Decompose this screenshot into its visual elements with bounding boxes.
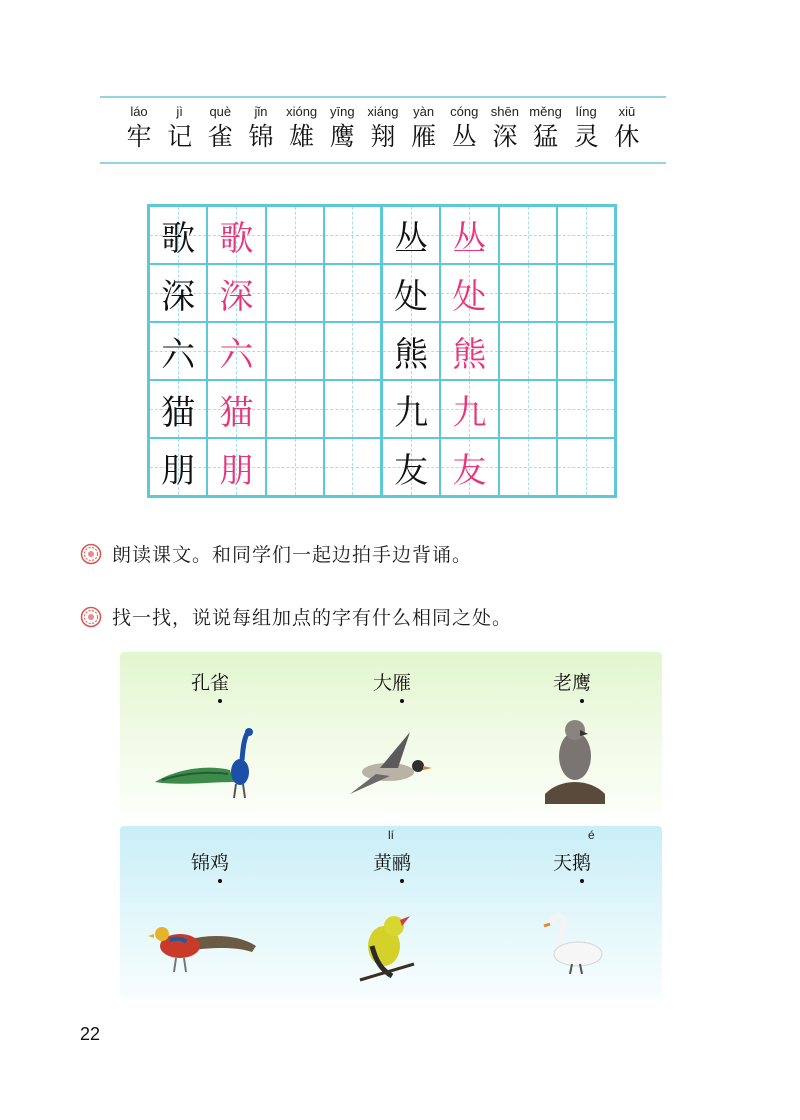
grid-cell-empty (324, 206, 382, 264)
grid-cell-model (382, 438, 440, 496)
vocab-pinyin: xiáng (367, 104, 399, 119)
vocab-hanzi: 雄 (289, 122, 315, 151)
bird-label: 大雁 (312, 668, 472, 695)
vocab-item (608, 98, 646, 162)
grid-cell-empty (557, 264, 615, 322)
vocab-item (527, 98, 565, 162)
bird-card-peacock (130, 652, 290, 812)
instruction-2 (80, 603, 512, 630)
bird-panel-row-1 (120, 652, 662, 812)
instruction-1 (80, 540, 472, 567)
trace-char: 歌 (219, 218, 254, 259)
seal-bullet-icon (80, 543, 102, 565)
vocab-pinyin: jì (176, 104, 183, 119)
vocab-hanzi: 休 (614, 122, 640, 151)
grid-cell-empty (557, 206, 615, 264)
grid-cell-empty (499, 380, 557, 438)
vocab-hanzi: 灵 (573, 122, 599, 151)
seal-bullet-icon (80, 606, 102, 628)
golden-pheasant-image (148, 912, 258, 982)
bird-card-eagle (492, 652, 652, 812)
grid-cell-model (382, 322, 440, 380)
vocabulary-strip (100, 96, 666, 164)
bird-label: 锦鸡 (130, 848, 290, 875)
instruction-text: 找一找，说说每组加点的字有什么相同之处。 (112, 607, 513, 629)
vocab-item (445, 98, 483, 162)
model-char: 深 (161, 276, 196, 317)
vocab-hanzi: 记 (167, 122, 193, 151)
vocab-pinyin: yàn (413, 104, 435, 119)
vocab-item (201, 98, 239, 162)
vocab-pinyin: jǐn (254, 104, 268, 119)
trace-char: 处 (452, 276, 487, 317)
vocab-pinyin: xiū (618, 104, 636, 119)
vocab-hanzi: 雀 (207, 122, 233, 151)
vocab-item (161, 98, 199, 162)
vocab-item (120, 98, 158, 162)
grid-cell-model (149, 380, 207, 438)
vocab-pinyin: líng (575, 104, 597, 119)
trace-char: 丛 (452, 218, 487, 259)
grid-cell-empty (499, 206, 557, 264)
model-char: 丛 (394, 218, 429, 259)
trace-char: 友 (452, 450, 487, 491)
vocab-hanzi: 丛 (451, 122, 477, 151)
model-char: 六 (161, 334, 196, 375)
grid-cell-trace (440, 264, 498, 322)
vocab-pinyin: láo (130, 104, 148, 119)
grid-cell-empty (557, 438, 615, 496)
model-char: 朋 (161, 450, 196, 491)
grid-cell-empty (266, 322, 324, 380)
vocab-pinyin: xióng (286, 104, 318, 119)
vocab-hanzi: 雁 (411, 122, 437, 151)
grid-cell-trace (440, 322, 498, 380)
oriole-image (352, 906, 422, 986)
trace-char: 朋 (219, 450, 254, 491)
bird-label: 孔雀 (130, 668, 290, 695)
bird-label: 黄鹂 (312, 848, 472, 875)
grid-cell-model (149, 322, 207, 380)
model-char: 处 (394, 276, 429, 317)
vocab-hanzi: 鹰 (329, 122, 355, 151)
oriole-pinyin: lí (388, 828, 394, 842)
bird-card-swan (492, 826, 652, 998)
vocab-hanzi: 牢 (126, 122, 152, 151)
grid-cell-empty (499, 264, 557, 322)
writing-grid (147, 204, 617, 498)
vocab-item (567, 98, 605, 162)
grid-cell-trace (207, 264, 265, 322)
trace-char: 九 (452, 392, 487, 433)
grid-cell-trace (207, 438, 265, 496)
bird-card-oriole (312, 826, 472, 998)
swan-pinyin: é (588, 828, 595, 842)
grid-cell-model (382, 264, 440, 322)
vocab-pinyin: yīng (329, 104, 355, 119)
grid-cell-empty (499, 438, 557, 496)
grid-cell-trace (207, 322, 265, 380)
grid-cell-empty (266, 206, 324, 264)
model-char: 熊 (394, 334, 429, 375)
grid-cell-trace (440, 380, 498, 438)
bird-panel-row-2 (120, 826, 662, 998)
bird-card-wild-goose (312, 652, 472, 812)
swan-image (542, 906, 612, 976)
vocab-hanzi: 翔 (370, 122, 396, 151)
trace-char: 深 (219, 276, 254, 317)
wild-goose-image (340, 724, 440, 804)
grid-cell-model (149, 264, 207, 322)
trace-char: 六 (219, 334, 254, 375)
model-char: 猫 (161, 392, 196, 433)
grid-cell-empty (324, 322, 382, 380)
bird-card-golden-pheasant (130, 826, 290, 998)
grid-cell-empty (499, 322, 557, 380)
grid-cell-trace (207, 206, 265, 264)
grid-cell-empty (324, 264, 382, 322)
model-char: 友 (394, 450, 429, 491)
peacock-image (150, 724, 260, 804)
vocab-pinyin: cóng (450, 104, 479, 119)
bird-label: 老鹰 (492, 668, 652, 695)
vocab-item (242, 98, 280, 162)
grid-cell-empty (324, 380, 382, 438)
grid-cell-empty (266, 438, 324, 496)
vocab-pinyin: měng (529, 104, 562, 119)
grid-cell-model (382, 380, 440, 438)
grid-cell-model (149, 206, 207, 264)
grid-cell-empty (324, 438, 382, 496)
trace-char: 熊 (452, 334, 487, 375)
model-char: 九 (394, 392, 429, 433)
model-char: 歌 (161, 218, 196, 259)
vocab-item (405, 98, 443, 162)
bird-label: 天鹅 (492, 848, 652, 875)
trace-char: 猫 (219, 392, 254, 433)
vocab-item (283, 98, 321, 162)
vocab-pinyin: shēn (490, 104, 519, 119)
vocab-hanzi: 猛 (533, 122, 559, 151)
instruction-text: 朗读课文。和同学们一起边拍手边背诵。 (112, 544, 473, 566)
vocab-hanzi: 深 (492, 122, 518, 151)
grid-cell-empty (266, 264, 324, 322)
grid-cell-empty (266, 380, 324, 438)
vocab-item (323, 98, 361, 162)
grid-cell-model (149, 438, 207, 496)
grid-cell-model (382, 206, 440, 264)
grid-cell-trace (440, 206, 498, 264)
grid-cell-empty (557, 322, 615, 380)
vocab-hanzi: 锦 (248, 122, 274, 151)
grid-cell-trace (440, 438, 498, 496)
vocab-pinyin: què (209, 104, 232, 119)
vocab-item (364, 98, 402, 162)
page-number: 22 (80, 1024, 101, 1044)
grid-cell-empty (557, 380, 615, 438)
vocab-item (486, 98, 524, 162)
eagle-image (540, 716, 610, 806)
grid-cell-trace (207, 380, 265, 438)
